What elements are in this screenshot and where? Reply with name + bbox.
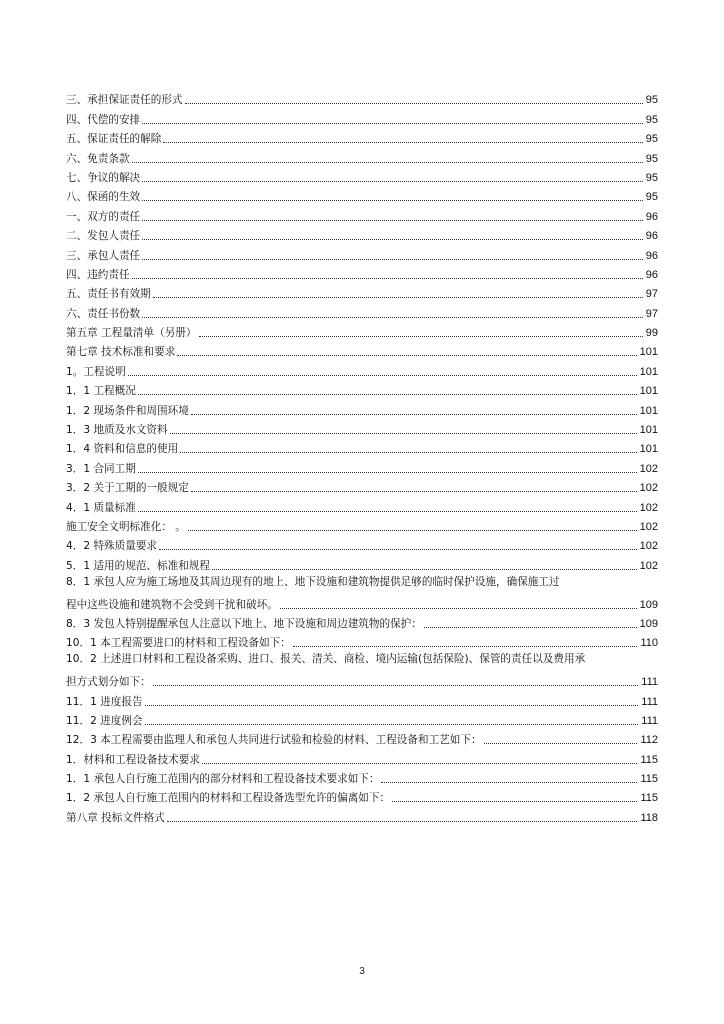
toc-entry-title: 1。工程说明 — [66, 365, 126, 378]
toc-leader-dots — [188, 530, 637, 531]
toc-entry[interactable] — [66, 553, 658, 572]
toc-leader-dots — [142, 259, 643, 260]
toc-entry[interactable] — [66, 747, 658, 766]
toc-entry-title: 一、双方的责任 — [66, 210, 141, 223]
toc-entry-title: 1．1 工程概况 — [66, 385, 136, 398]
toc-entry-title: 第五章 工程量清单（另册） — [66, 327, 197, 340]
toc-entry-title: 12．3 本工程需要由监理人和承包人共同进行试验和检验的材料、工程设备和工艺如下： — [66, 734, 482, 747]
toc-leader-dots — [142, 317, 643, 318]
toc-leader-dots — [293, 646, 638, 647]
toc-entry-title: 1．3 地质及水文资料 — [66, 424, 168, 437]
toc-entry-title: 五、保证责任的解除 — [66, 133, 162, 146]
toc-entry-title: 5．1 适用的规范、标准和规程 — [66, 559, 210, 572]
toc-entry[interactable] — [66, 301, 658, 320]
toc-leader-dots — [138, 394, 637, 395]
toc-entry[interactable] — [66, 631, 658, 650]
toc-leader-dots — [159, 549, 637, 550]
toc-entry-page: 118 — [640, 811, 658, 824]
toc-entry-title: 第七章 技术标准和要求 — [66, 346, 176, 359]
toc-entry[interactable] — [66, 456, 658, 475]
toc-entry[interactable] — [66, 767, 658, 786]
toc-entry-page: 101 — [639, 385, 658, 398]
toc-leader-dots — [199, 336, 643, 337]
toc-entry[interactable] — [66, 709, 658, 728]
toc-entry-page: 95 — [645, 191, 658, 204]
toc-entry[interactable] — [66, 379, 658, 398]
toc-entry-page: 111 — [641, 714, 658, 727]
toc-entry-page: 99 — [645, 327, 658, 340]
toc-leader-dots — [180, 452, 636, 453]
toc-entry-title: 五、责任书有效期 — [66, 288, 151, 301]
toc-entry[interactable] — [66, 243, 658, 262]
toc-entry-page: 96 — [645, 268, 658, 281]
toc-entry[interactable] — [66, 495, 658, 514]
toc-entry-page: 96 — [645, 249, 658, 262]
toc-leader-dots — [145, 705, 639, 706]
toc-entry-page: 109 — [639, 617, 658, 630]
toc-entry-title: 二、发包人责任 — [66, 230, 141, 243]
toc-group — [66, 88, 658, 573]
toc-wrapped-entry[interactable] — [66, 573, 658, 612]
toc-entry-page: 102 — [639, 559, 658, 572]
toc-leader-dots — [142, 239, 643, 240]
toc-leader-dots — [177, 355, 636, 356]
toc-group — [66, 689, 658, 825]
toc-leader-dots — [484, 743, 638, 744]
toc-entry-title: 施工安全文明标准化： 。 — [66, 520, 186, 533]
toc-entry-title-line1: 10．2 上述进口材料和工程设备采购、进口、报关、清关、商检、境内运输(包括保险)、保管的责任以及费用承 — [66, 653, 586, 666]
toc-entry-title: 8．3 发包人特别提醒承包人注意以下地上、地下设施和周边建筑物的保护： — [66, 617, 422, 630]
toc-entry-continuation — [66, 592, 658, 611]
toc-entry-page: 110 — [640, 637, 658, 650]
toc-entry-title: 11．1 进度报告 — [66, 695, 143, 708]
toc-entry-title: 第八章 投标文件格式 — [66, 811, 165, 824]
toc-leader-dots — [191, 414, 637, 415]
toc-leader-dots — [424, 627, 637, 628]
toc-entry-title: 3．2 关于工期的一般规定 — [66, 482, 189, 495]
toc-group — [66, 612, 658, 651]
toc-entry-title: 1．1 承包人自行施工范围内的部分材料和工程设备技术要求如下： — [66, 773, 380, 786]
toc-entry[interactable] — [66, 728, 658, 747]
toc-entry-page: 101 — [639, 443, 658, 456]
toc-leader-dots — [153, 297, 643, 298]
toc-entry-title: 11．2 进度例会 — [66, 714, 143, 727]
toc-entry[interactable] — [66, 689, 658, 708]
toc-leader-dots — [142, 220, 643, 221]
toc-entry[interactable] — [66, 185, 658, 204]
toc-entry[interactable] — [66, 263, 658, 282]
toc-entry-page: 96 — [645, 230, 658, 243]
toc-leader-dots — [170, 433, 637, 434]
toc-entry-title: 4．1 质量标准 — [66, 501, 136, 514]
toc-entry[interactable] — [66, 321, 658, 340]
toc-entry-page: 115 — [640, 753, 658, 766]
toc-leader-dots — [138, 511, 637, 512]
toc-leader-dots — [381, 782, 637, 783]
toc-leader-dots — [128, 375, 637, 376]
toc-entry-title-line1: 8．1 承包人应为施工场地及其周边现有的地上、地下设施和建筑物提供足够的临时保护设施，确保施工过 — [66, 575, 560, 588]
toc-entry-title-line2: 担方式划分如下： — [66, 676, 151, 689]
toc-entry[interactable] — [66, 282, 658, 301]
toc-entry-title: 1．4 资料和信息的使用 — [66, 443, 179, 456]
toc-entry-page: 111 — [641, 695, 658, 708]
toc-entry-title: 七、争议的解决 — [66, 171, 141, 184]
toc-entry-page: 97 — [645, 307, 658, 320]
toc-leader-dots — [142, 181, 643, 182]
toc-entry-page: 95 — [645, 133, 658, 146]
toc-entry-title: 1．材料和工程设备技术要求 — [66, 753, 200, 766]
toc-leader-dots — [167, 821, 638, 822]
toc-leader-dots — [145, 724, 639, 725]
toc-leader-dots — [132, 278, 643, 279]
toc-wrapped-entry[interactable] — [66, 650, 658, 689]
toc-entry[interactable] — [66, 515, 658, 534]
toc-entry[interactable] — [66, 534, 658, 553]
toc-entry-title: 3．1 合同工期 — [66, 462, 136, 475]
toc-entry-title: 三、承担保证责任的形式 — [66, 94, 183, 107]
toc-entry-page: 101 — [639, 365, 658, 378]
toc-entry-title: 六、免责条款 — [66, 152, 130, 165]
toc-entry[interactable] — [66, 786, 658, 805]
toc-leader-dots — [185, 103, 643, 104]
toc-entry-page: 96 — [645, 210, 658, 223]
toc-leader-dots — [280, 608, 637, 609]
toc-leader-dots — [191, 491, 637, 492]
toc-entry-title: 四、代偿的安排 — [66, 113, 141, 126]
toc-entry-title: 四、违约责任 — [66, 268, 130, 281]
toc-entry-page: 97 — [645, 288, 658, 301]
toc-entry-title: 1．2 承包人自行施工范围内的材料和工程设备选型允许的偏离如下： — [66, 792, 391, 805]
toc-entry[interactable] — [66, 612, 658, 631]
toc-entry-page: 115 — [640, 792, 658, 805]
toc-entry-page: 95 — [645, 171, 658, 184]
toc-entry-page: 101 — [639, 404, 658, 417]
toc-entry[interactable] — [66, 107, 658, 126]
page-number: 3 — [359, 966, 365, 977]
toc-entry[interactable] — [66, 476, 658, 495]
toc-leader-dots — [138, 472, 637, 473]
toc-entry[interactable] — [66, 340, 658, 359]
toc-entry-page: 95 — [645, 113, 658, 126]
toc-leader-dots — [142, 200, 643, 201]
toc-entry[interactable] — [66, 204, 658, 223]
toc-entry-page: 112 — [640, 734, 658, 747]
toc-entry-page: 109 — [639, 598, 658, 611]
toc-entry[interactable] — [66, 359, 658, 378]
toc-entry-page: 102 — [639, 482, 658, 495]
toc-entry[interactable] — [66, 398, 658, 417]
toc-leader-dots — [163, 142, 642, 143]
toc-entry-title: 六、责任书份数 — [66, 307, 141, 320]
toc-entry[interactable] — [66, 437, 658, 456]
toc-entry-page: 101 — [639, 346, 658, 359]
toc-entry[interactable] — [66, 805, 658, 824]
toc-entry-page: 102 — [639, 501, 658, 514]
toc-entry-page: 115 — [640, 773, 658, 786]
toc-entry-title-line2: 程中这些设施和建筑物不会受到干扰和破坏。 — [66, 598, 278, 611]
toc-entry-page: 102 — [639, 462, 658, 475]
toc-entry-page: 102 — [639, 540, 658, 553]
toc-entry-page: 102 — [639, 520, 658, 533]
toc-entry[interactable] — [66, 88, 658, 107]
toc-leader-dots — [153, 685, 639, 686]
toc-leader-dots — [142, 123, 643, 124]
toc-entry[interactable] — [66, 127, 658, 146]
toc-entry-title: 10．1 本工程需要进口的材料和工程设备如下： — [66, 637, 291, 650]
toc-entry-title: 1．2 现场条件和周围环境 — [66, 404, 189, 417]
toc-entry[interactable] — [66, 146, 658, 165]
toc-leader-dots — [212, 569, 637, 570]
toc-entry-page: 111 — [641, 676, 658, 689]
toc-leader-dots — [202, 763, 638, 764]
toc-entry-page: 95 — [645, 152, 658, 165]
toc-entry[interactable] — [66, 166, 658, 185]
toc-entry-title: 三、承包人责任 — [66, 249, 141, 262]
toc-entry-continuation — [66, 670, 658, 689]
toc-entry-title: 4．2 特殊质量要求 — [66, 540, 158, 553]
toc-entry-page: 95 — [645, 94, 658, 107]
toc-entry[interactable] — [66, 224, 658, 243]
toc-entry-page: 101 — [639, 424, 658, 437]
toc-entry-title: 八、保函的生效 — [66, 191, 141, 204]
toc-leader-dots — [132, 162, 643, 163]
table-of-contents — [66, 88, 658, 825]
toc-entry[interactable] — [66, 418, 658, 437]
toc-leader-dots — [392, 801, 637, 802]
